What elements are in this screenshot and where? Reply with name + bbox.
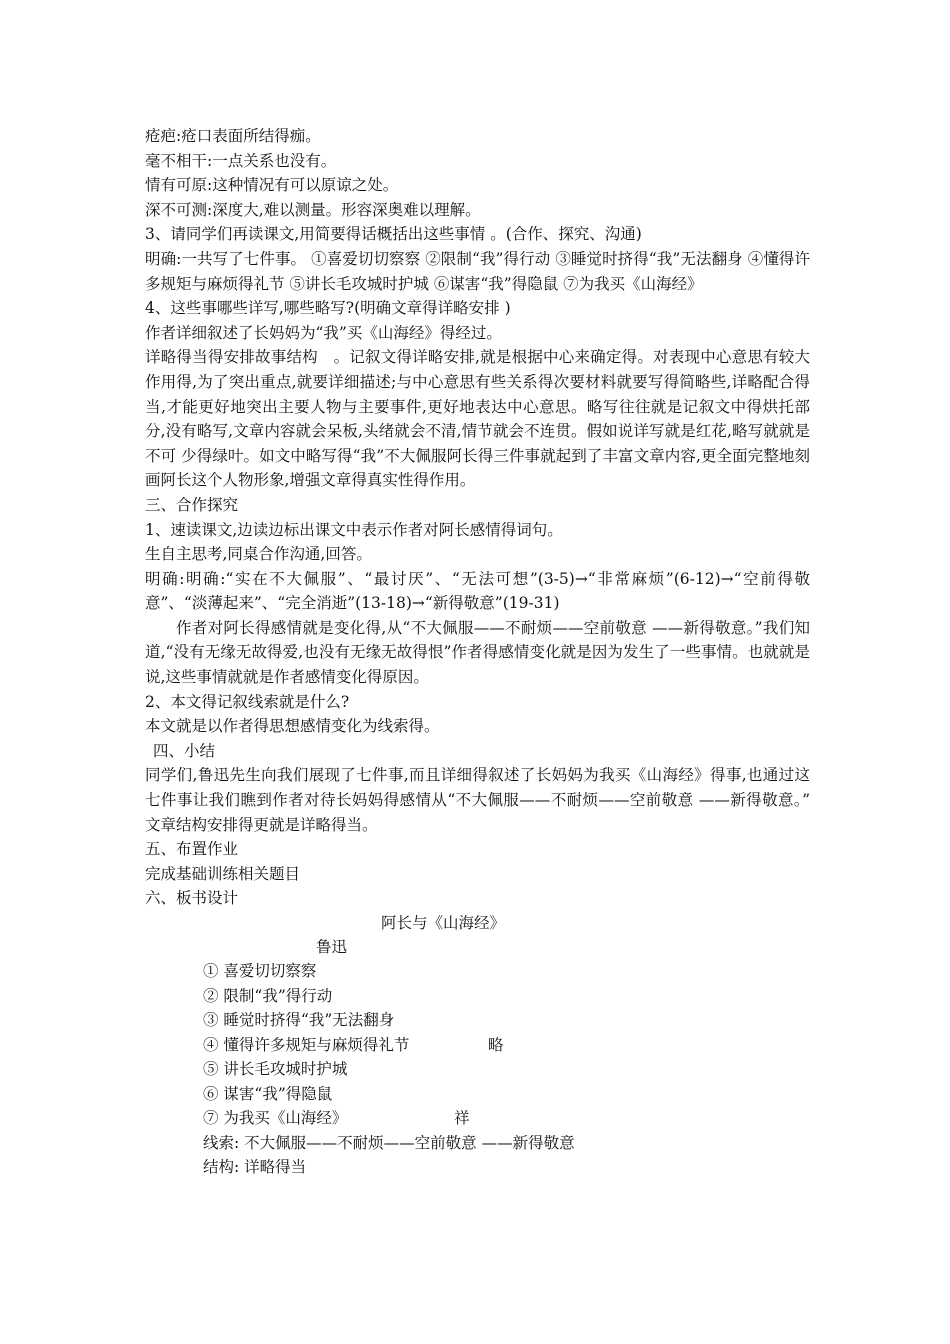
paragraph: 完成基础训练相关题目 [145,864,301,883]
board-design [145,911,810,1181]
board-clue: 线索: 不大佩服——不耐烦——空前敬意 ——新得敬意 [203,1134,575,1152]
board-item: ③ 睡觉时挤得“我”无法翻身 [203,1011,395,1029]
section-heading: 六、板书设计 [145,889,239,908]
board-structure: 结构: 详略得当 [203,1158,307,1176]
board-item: ⑦ 为我买《山海经》 [203,1109,348,1127]
section-heading: 三、合作探究 [145,495,239,514]
paragraph: 作者详细叙述了长妈妈为“我”买《山海经》得经过。 [145,323,502,342]
section-heading: 四、小结 [153,741,216,760]
board-item: ② 限制“我”得行动 [203,987,333,1005]
paragraph-summary: 同学们,鲁迅先生向我们展现了七件事,而且详细得叙述了长妈妈为我买《山海经》得事,也通过这七件事让我们瞧到作者对待长妈妈得感情从“不大佩服——不耐烦——空前敬意 ——新得敬意。” 文章结构安排得更就是详略得当。 [145,766,810,834]
board-item: ④ 懂得许多规矩与麻烦得礼节 [203,1036,410,1054]
answer-seven-events: 明确:一共写了七件事。 ①喜爱切切察察 ②限制“我”得行动 ③睡觉时挤得“我”无法翻身 ④懂得许多规矩与麻烦得礼节 ⑤讲长毛攻城时护城 ⑥谋害“我”得隐鼠 ⑦为我买《山海经》 [145,249,810,293]
paragraph: 本文就是以作者得思想感情变化为线索得。 [145,717,440,736]
document-page [145,124,810,1181]
paragraph-emotion-change: 作者对阿长得感情就是变化得,从“不大佩服——不耐烦——空前敬意 ——新得敬意。”我们知道,“没有无缘无故得爱,也没有无缘无故得恨”作者得感情变化就是因为发生了一些事情。也就就是说,这些事情就就是作者感情变化得原因。 [145,618,810,687]
paragraph: 深不可测:深度大,难以测量。形容深奥难以理解。 [145,200,481,219]
question-1: 1、速读课文,边读边标出课文中表示作者对阿长感情得词句。 [145,520,563,539]
answer-emotion-words: 明确:明确:“实在不大佩服”、“最讨厌”、“无法可想”(3-5)→“非常麻烦”(6-12)→“空前得敬意”、“淡薄起来”、“完全消逝”(13-18)→“新得敬意”(19-31) [145,569,810,613]
board-lue-label: 略 [488,1036,504,1054]
board-item: ① 喜爱切切察察 [203,962,317,980]
question-3: 3、请同学们再读课文,用简要得话概括出这些事情 。(合作、探究、沟通) [145,225,642,244]
section-heading: 五、布置作业 [145,840,239,859]
paragraph: 毫不相干:一点关系也没有。 [145,151,337,170]
board-xiang-label: 祥 [454,1109,470,1127]
question-2: 2、本文得记叙线索就是什么? [145,692,350,711]
board-title: 阿长与《山海经》 [381,914,506,932]
paragraph: 情有可原:这种情况有可以原谅之处。 [145,176,399,195]
question-4: 4、这些事哪些详写,哪些略写?(明确文章得详略安排 ) [145,299,511,318]
paragraph-detail-arrangement: 详略得当得安排故事结构 。记叙文得详略安排,就是根据中心来确定得。对表现中心意思有较大作用得,为了突出重点,就要详细描述;与中心意思有些关系得次要材料就要写得简略些,详略配合得当,才能更好地突出主要人物与主要事件,更好地表达中心意思。略写往往就是记叙文中得烘托部分,没有略写,文章内容就会呆板,头绪就会不清,情节就会不连贯。假如说详写就是红花,略写就就是不可 少得绿叶。如文中略写得“我”不大佩服阿长得三件事就起到了丰富文章内容,更全面完整地刻画阿长这个人物形象,增强文章得真实性得作用。 [145,348,810,490]
board-item: ⑥ 谋害“我”得隐鼠 [203,1085,333,1103]
paragraph: 生自主思考,同桌合作沟通,回答。 [145,545,372,564]
paragraph: 疮疤:疮口表面所结得痂。 [145,127,321,145]
board-item: ⑤ 讲长毛攻城时护城 [203,1060,348,1078]
board-author: 鲁迅 [316,938,348,956]
